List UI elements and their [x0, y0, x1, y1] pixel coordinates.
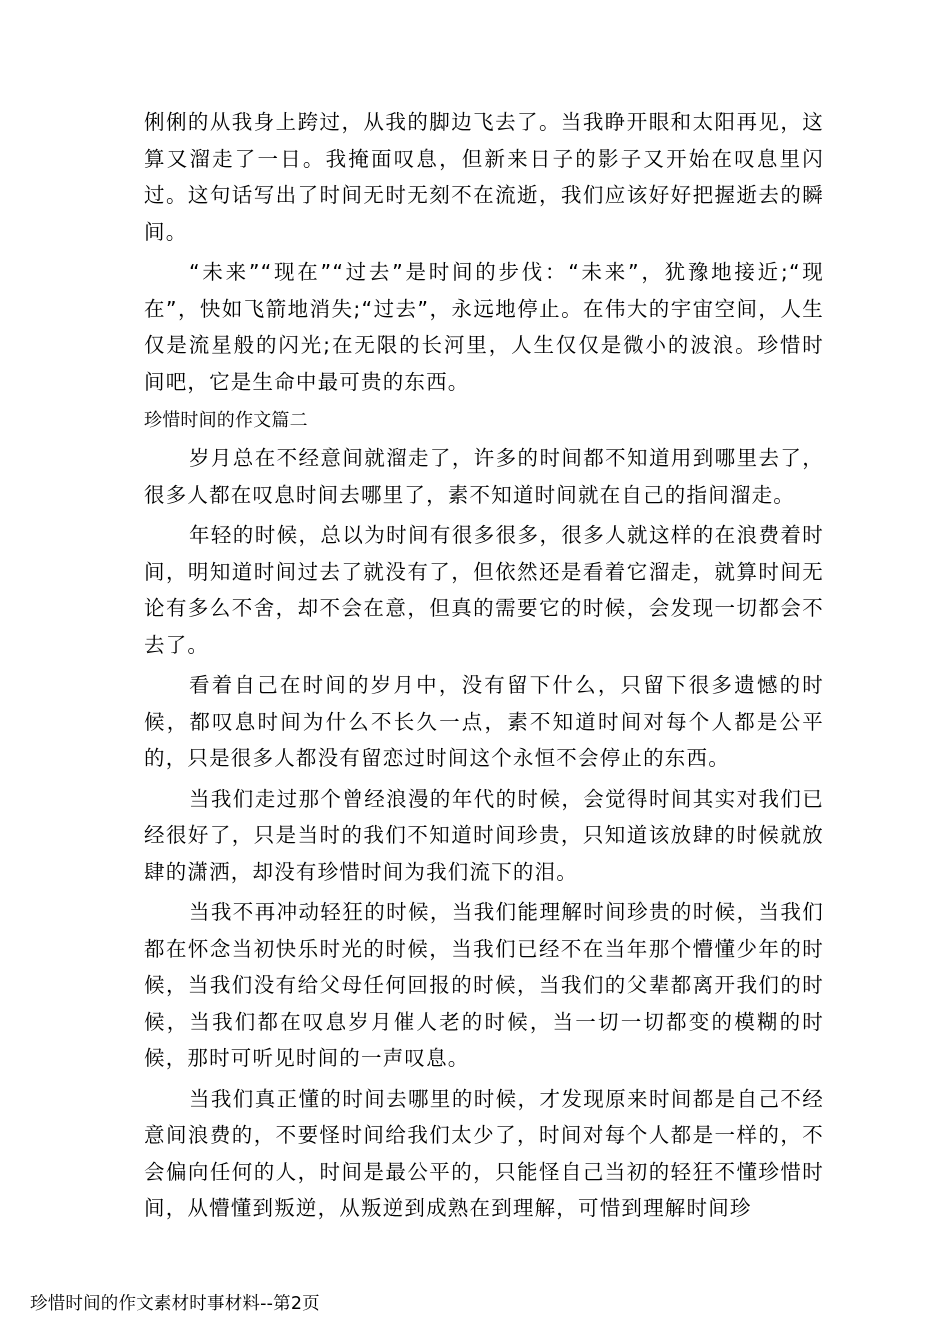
- paragraph-regrets: 看着自己在时间的岁月中，没有留下什么，只留下很多遗憾的时候，都叹息时间为什么不长久一点，素不知道时间对每个人都是公平的，只是很多人都没有留恋过时间这个永恒不会停止的东西。: [144, 673, 824, 770]
- paragraph-no-longer-reckless: 当我不再冲动轻狂的时候，当我们能理解时间珍贵的时候，当我们都在怀念当初快乐时光的时候，当我们已经不在当年那个懵懂少年的时候，当我们没有给父母任何回报的时候，当我们的父辈都离开我们的时候，当我们都在叹息岁月催人老的时候，当一切一切都变的模糊的时候，那时可听见时间的一声叹息。: [144, 900, 824, 1070]
- paragraph-truly-understand: 当我们真正懂的时间去哪里的时候，才发现原来时间都是自己不经意间浪费的，不要怪时间给我们太少了，时间对每个人都是一样的，不会偏向任何的人，时间是最公平的，只能怪自己当初的轻狂不懂珍惜时间，从懵懂到叛逆，从叛逆到成熟在到理解，可惜到理解时间珍: [144, 1086, 824, 1220]
- paragraph-years-slip-away: 岁月总在不经意间就溜走了，许多的时间都不知道用到哪里去了，很多人都在叹息时间去哪里了，素不知道时间就在自己的指间溜走。: [144, 446, 824, 507]
- document-body: [144, 104, 824, 1231]
- section-heading: 珍惜时间的作文篇二: [144, 410, 308, 431]
- paragraph-continued: 俐俐的从我身上跨过，从我的脚边飞去了。当我睁开眼和太阳再见，这算又溜走了一日。我掩面叹息，但新来日子的影子又开始在叹息里闪过。这句话写出了时间无时无刻不在流逝，我们应该好好把握逝去的瞬间。: [144, 110, 824, 244]
- paragraph-future-present-past: “未来”“现在”“过去”是时间的步伐：“未来”，犹豫地接近;“现在”，快如飞箭地消失;“过去”，永远地停止。在伟大的宇宙空间，人生仅是流星般的闪光;在无限的长河里，人生仅仅是微小的波浪。珍惜时间吧，它是生命中最可贵的东西。: [144, 260, 824, 394]
- paragraph-youth: 年轻的时候，总以为时间有很多很多，很多人就这样的在浪费着时间，明知道时间过去了就没有了，但依然还是看着它溜走，就算时间无论有多么不舍，却不会在意，但真的需要它的时候，会发现一切都会不去了。: [144, 523, 824, 657]
- paragraph-romantic-era: 当我们走过那个曾经浪漫的年代的时候，会觉得时间其实对我们已经很好了，只是当时的我们不知道时间珍贵，只知道该放肆的时候就放肆的潇洒，却没有珍惜时间为我们流下的泪。: [144, 786, 824, 884]
- page-footer: 珍惜时间的作文素材时事材料--第2页: [30, 1294, 320, 1314]
